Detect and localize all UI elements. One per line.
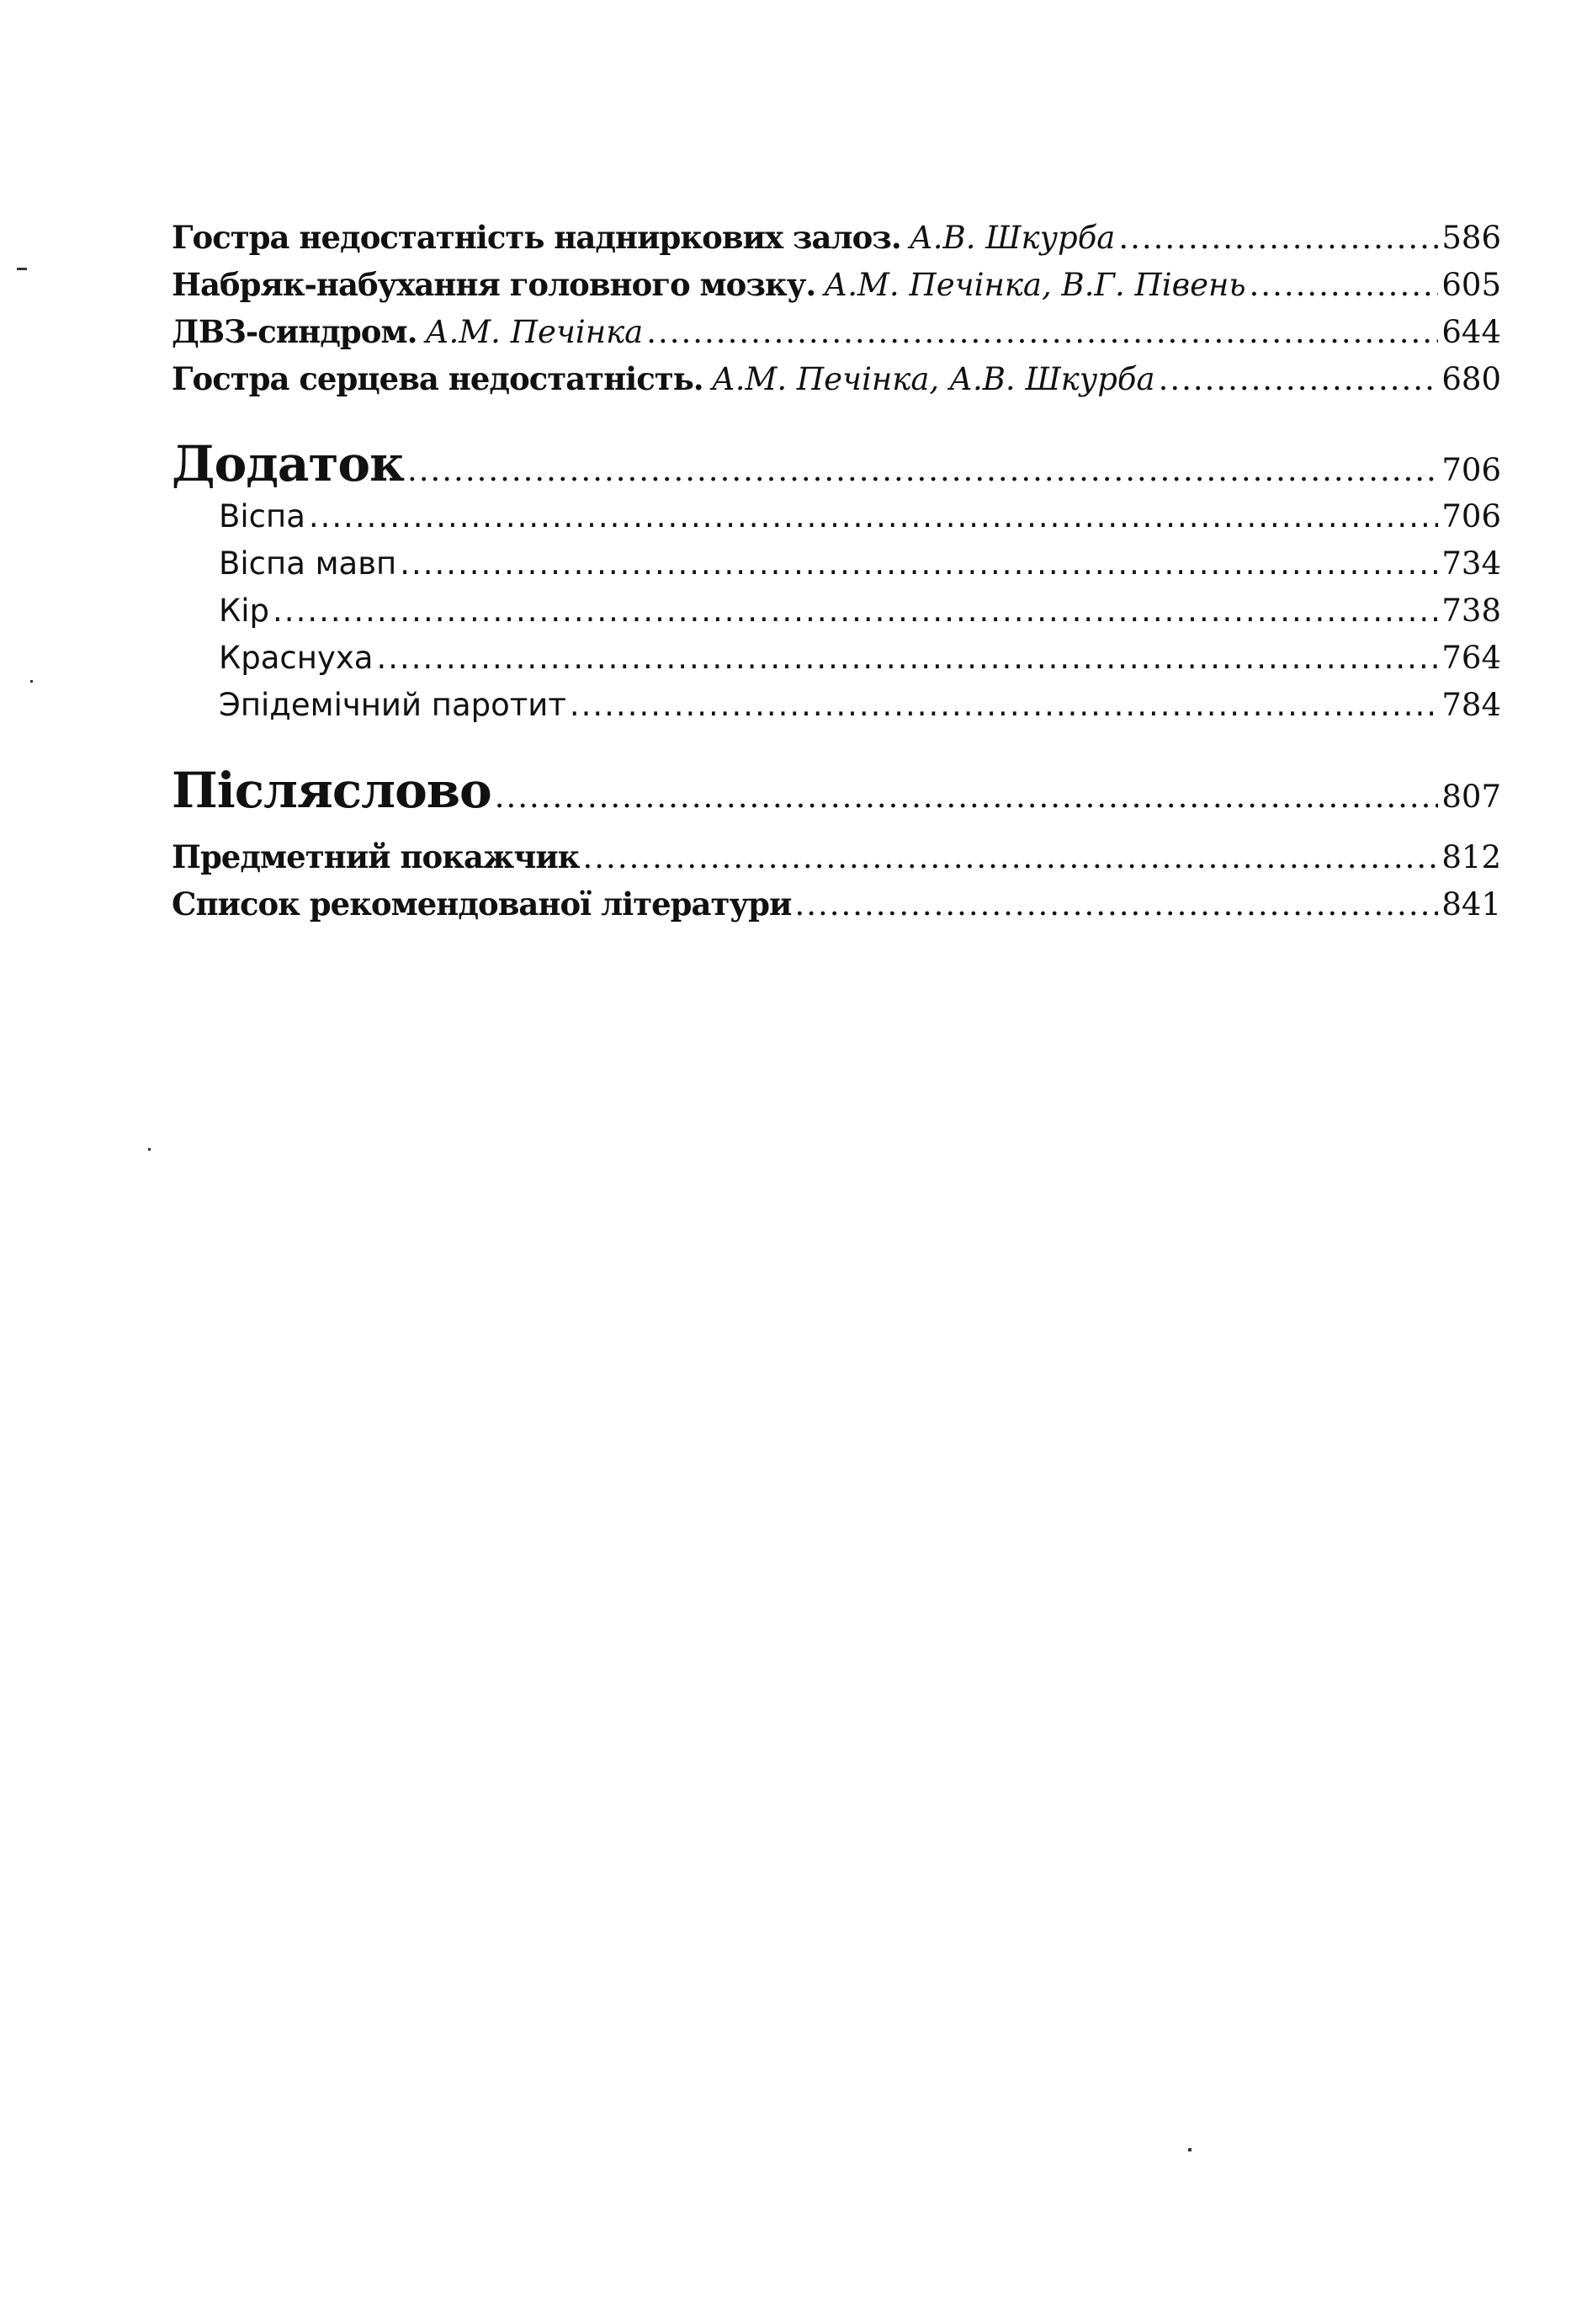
toc-subentry-title: Кір — [219, 593, 270, 629]
toc-backmatter-title: Список рекомендованої літератури — [172, 885, 792, 923]
toc-entry-page: 605 — [1441, 267, 1501, 303]
toc-entry-title: Набряк-набухання головного мозку. — [172, 266, 816, 303]
toc-subentry-page: 706 — [1441, 498, 1501, 534]
toc-section-appendix[interactable] — [172, 434, 1501, 493]
toc-entry-label — [172, 355, 1155, 403]
toc-backmatter-entry[interactable] — [172, 880, 1501, 928]
dot-leader — [1118, 215, 1438, 262]
toc-section-afterword[interactable] — [172, 761, 1501, 820]
toc-entry-author: А.В. Шкурба — [909, 220, 1116, 256]
scan-speck — [17, 268, 27, 270]
toc-subentry-page: 764 — [1441, 640, 1501, 676]
toc-subentry-title: Віспа — [219, 498, 305, 534]
toc-entry[interactable] — [172, 308, 1501, 355]
toc-subentry-title: Віспа мавп — [219, 545, 397, 582]
toc-subentry-title: Краснуха — [219, 640, 374, 676]
toc-entry-label — [172, 261, 1246, 309]
toc-subentry-page: 734 — [1441, 545, 1501, 582]
toc-entry-author: А.М. Печінка, В.Г. Півень — [824, 267, 1246, 303]
dot-leader — [309, 493, 1439, 540]
spacer — [172, 402, 1501, 434]
dot-leader — [794, 881, 1438, 928]
toc-section-title: Додаток — [172, 435, 405, 492]
dot-leader — [495, 768, 1439, 827]
toc-entry-title: Гостра недостатність надниркових залоз. — [172, 219, 901, 256]
spacer — [172, 729, 1501, 761]
toc-section-page: 706 — [1441, 452, 1501, 488]
toc-entry-page: 680 — [1441, 361, 1501, 397]
toc-entry-title: ДВЗ-синдром. — [172, 313, 417, 350]
toc-entry-author: А.М. Печінка, А.В. Шкурба — [711, 361, 1155, 397]
dot-leader — [583, 834, 1439, 881]
scan-speck — [1188, 2148, 1192, 2151]
toc-backmatter-page: 841 — [1441, 886, 1501, 923]
toc-subentry-title: Эпідемічний паротит — [219, 687, 566, 723]
toc-subentry[interactable] — [172, 540, 1501, 588]
toc-subentry[interactable] — [172, 635, 1501, 682]
toc-entry[interactable] — [172, 355, 1501, 402]
toc-entry-page: 644 — [1441, 314, 1501, 350]
toc-entry-title: Гостра серцева недостатність. — [172, 360, 703, 397]
toc-entry-author: А.М. Печінка — [425, 314, 644, 350]
toc-section-page: 807 — [1441, 779, 1501, 815]
dot-leader — [1159, 356, 1439, 403]
toc-entry-page: 586 — [1441, 220, 1501, 256]
toc-subentry-page: 738 — [1441, 593, 1501, 629]
toc-backmatter-entry[interactable] — [172, 833, 1501, 880]
toc-subentry-page: 784 — [1441, 687, 1501, 723]
toc-subentry[interactable] — [172, 682, 1501, 729]
scan-speck — [30, 680, 33, 683]
dot-leader — [400, 540, 1438, 588]
toc-subentry[interactable] — [172, 493, 1501, 540]
toc-backmatter-page: 812 — [1441, 839, 1501, 875]
dot-leader — [1250, 262, 1439, 309]
table-of-contents — [172, 214, 1501, 928]
dot-leader — [376, 635, 1438, 682]
toc-entry[interactable] — [172, 214, 1501, 261]
toc-entry[interactable] — [172, 261, 1501, 308]
dot-leader — [570, 682, 1438, 729]
toc-backmatter-title: Предметний покажчик — [172, 838, 580, 875]
dot-leader — [646, 309, 1438, 356]
dot-leader — [407, 441, 1438, 500]
toc-entry-label — [172, 308, 643, 356]
scan-speck — [148, 1148, 151, 1151]
toc-entry-label — [172, 214, 1115, 262]
toc-section-title: Післяслово — [172, 762, 491, 819]
dot-leader — [273, 588, 1438, 635]
toc-subentry[interactable] — [172, 588, 1501, 635]
